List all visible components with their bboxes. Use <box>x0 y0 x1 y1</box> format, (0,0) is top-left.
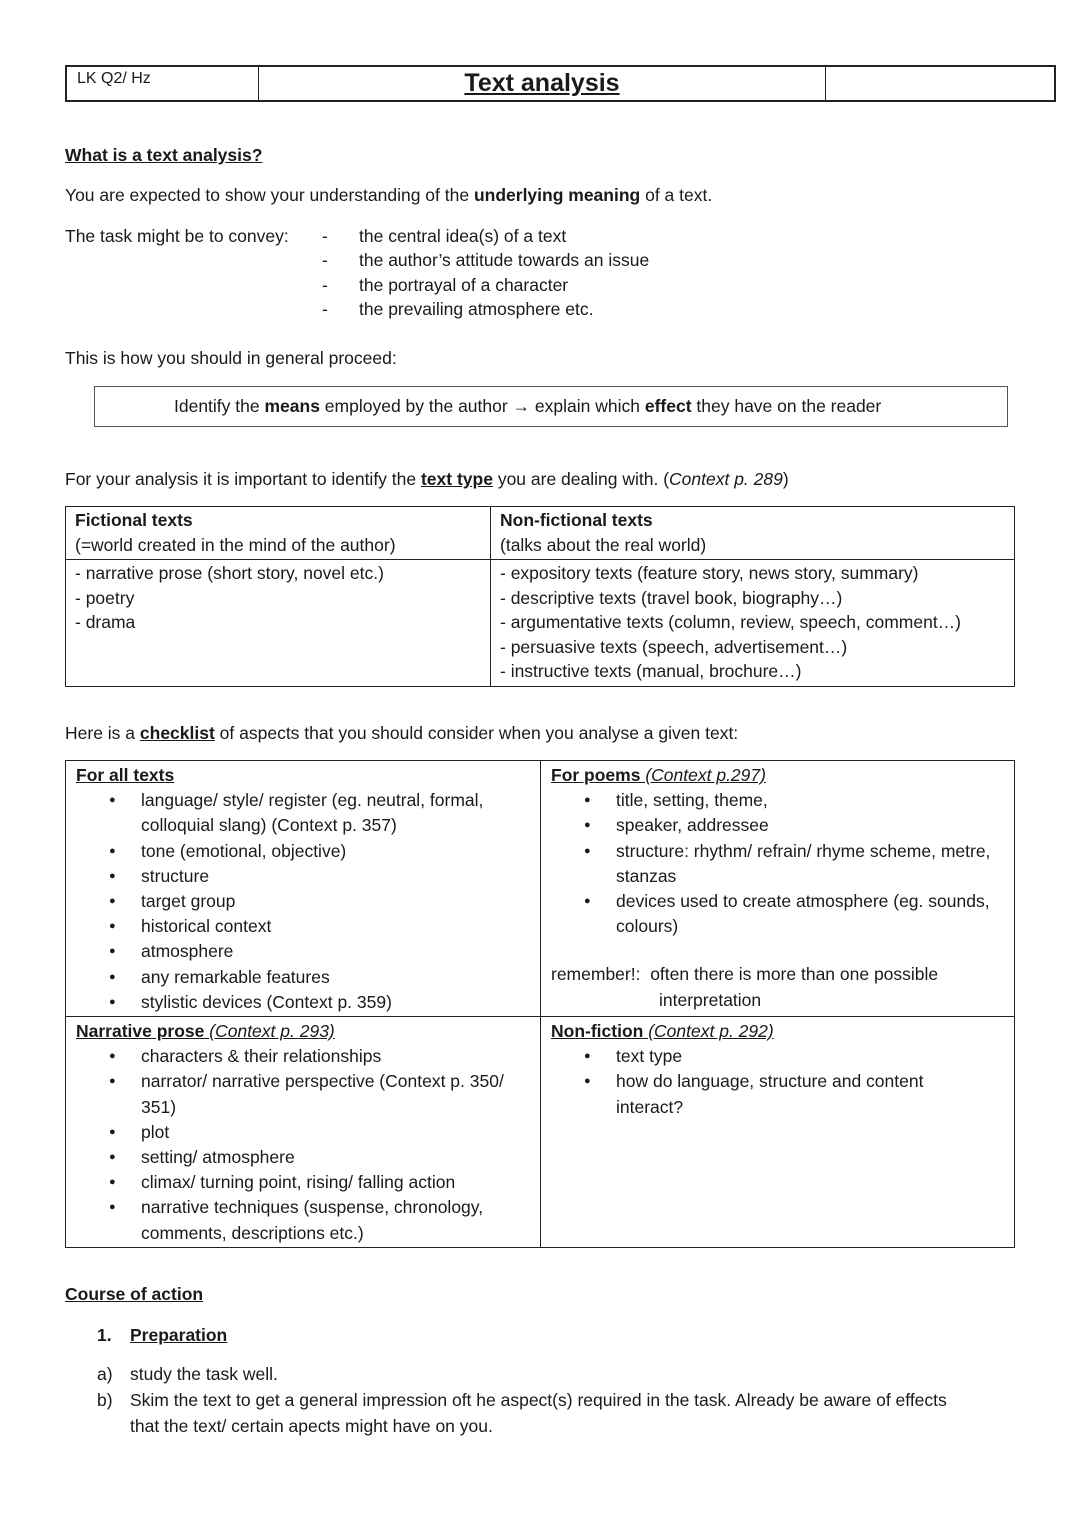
nonfiction-check-heading-text: Non-fiction <box>551 1021 644 1042</box>
remember-note <box>551 962 1004 987</box>
box-pre: Identify the <box>174 396 265 416</box>
list-item: - instructive texts (manual, brochure…) <box>500 661 802 681</box>
proceed-line: This is how you should in general proceed: <box>65 348 397 368</box>
list-item: ● language/ style/ register (eg. neutral, formal, colloquial slang) (Context p. 357) <box>76 788 530 838</box>
box-effect: effect <box>644 396 692 416</box>
item-a-text: study the task well. <box>130 1364 278 1384</box>
list-item: ● characters & their relationships <box>76 1044 530 1069</box>
all-texts-cell <box>66 761 541 1017</box>
checklist-link: checklist <box>139 723 215 743</box>
header-empty-cell <box>826 67 1054 100</box>
step-label: Preparation <box>130 1325 228 1345</box>
fictional-header-cell <box>66 507 491 560</box>
intro-line-bold: underlying meaning <box>473 185 641 205</box>
list-item: ● title, setting, theme, <box>551 788 1004 813</box>
course-code: LK Q2/ Hz <box>67 67 259 100</box>
item-b-text-2: that the text/ certain apects might have on you. <box>130 1416 493 1436</box>
list-item: ● target group <box>76 889 530 914</box>
dash: - <box>322 250 328 270</box>
box-means: means <box>264 396 320 416</box>
checklist-post: of aspects that you should consider when you analyse a given text: <box>214 723 739 743</box>
task-item: the prevailing atmosphere etc. <box>359 299 594 319</box>
dash: - <box>322 275 328 295</box>
texttype-line <box>65 469 789 490</box>
narrative-heading-text: Narrative prose <box>76 1021 205 1042</box>
nonfiction-sub: (talks about the real world) <box>500 534 707 555</box>
narrative-cell <box>66 1017 541 1248</box>
list-item: ● atmosphere <box>76 939 530 964</box>
remember-text: often there is more than one possible <box>650 964 939 985</box>
course-heading: Course of action <box>65 1284 204 1304</box>
intro-heading: What is a text analysis? <box>65 145 263 165</box>
list-item: ● structure: rhythm/ refrain/ rhyme scheme, metre, stanzas <box>551 839 1004 889</box>
list-item: ● text type <box>551 1044 1004 1069</box>
list-item: ● setting/ atmosphere <box>76 1145 530 1170</box>
item-b-label: b) <box>97 1390 113 1410</box>
fictional-sub: (=world created in the mind of the author) <box>75 534 396 555</box>
nonfiction-check-ref: (Context p. 292) <box>643 1021 774 1042</box>
list-item: - narrative prose (short story, novel etc.) <box>75 563 384 583</box>
nonfiction-items-cell <box>491 560 1015 687</box>
box-post: they have on the reader <box>691 396 882 416</box>
method-box <box>94 386 1008 427</box>
remember-text-2: interpretation <box>659 989 762 1010</box>
nonfiction-heading: Non-fictional texts <box>500 510 653 530</box>
poems-heading-text: For poems <box>551 765 641 785</box>
narrative-heading <box>76 1019 530 1044</box>
checklist-pre: Here is a <box>65 723 140 743</box>
list-item: - descriptive texts (travel book, biography…) <box>500 587 843 608</box>
poems-list <box>551 788 1004 939</box>
task-item: the author’s attitude towards an issue <box>359 250 650 270</box>
nonfiction-check-heading <box>551 1019 1004 1044</box>
list-item: - persuasive texts (speech, advertisement…) <box>500 636 848 657</box>
texttype-link: text type <box>420 469 493 489</box>
list-item: ● structure <box>76 864 530 889</box>
remember-label: remember!: <box>551 964 641 985</box>
list-item: - expository texts (feature story, news story, summary) <box>500 563 919 583</box>
task-item: the portrayal of a character <box>359 275 569 295</box>
list-item: - drama <box>75 612 136 632</box>
dash: - <box>322 299 328 319</box>
list-item: ● how do language, structure and content interact? <box>551 1069 1004 1119</box>
texttype-mid: you are dealing with. ( <box>492 469 670 489</box>
poems-ref: (Context p.297) <box>640 765 766 785</box>
page-title: Text analysis <box>259 67 826 100</box>
intro-line <box>65 185 712 206</box>
list-item: ● historical context <box>76 914 530 939</box>
list-item: ● speaker, addressee <box>551 813 1004 838</box>
all-texts-list <box>76 788 530 1015</box>
poems-heading <box>551 763 1004 788</box>
all-texts-heading: For all texts <box>76 765 175 785</box>
list-item: ● climax/ turning point, rising/ falling action <box>76 1170 530 1195</box>
box-mid: employed by the author → explain which <box>319 396 645 416</box>
task-label: The task might be to convey: <box>65 226 289 246</box>
dash: - <box>322 226 328 246</box>
checklist-line <box>65 723 738 744</box>
list-item: - poetry <box>75 587 135 608</box>
item-b-text-1: Skim the text to get a general impression oft he aspect(s) required in the task. Already be aware of effects <box>130 1390 947 1410</box>
nonfiction-header-cell <box>491 507 1015 560</box>
header-table <box>65 65 1056 102</box>
item-a-label: a) <box>97 1364 113 1384</box>
texttype-ref: Context p. 289 <box>669 469 783 489</box>
list-item: ● tone (emotional, objective) <box>76 839 530 864</box>
list-item: - argumentative texts (column, review, speech, comment…) <box>500 612 962 632</box>
list-item: ● narrative techniques (suspense, chronology, comments, descriptions etc.) <box>76 1195 530 1245</box>
texttype-pre: For your analysis it is important to identify the <box>65 469 421 489</box>
list-item: ● narrator/ narrative perspective (Context p. 350/ 351) <box>76 1069 530 1119</box>
texttype-post: ) <box>782 469 789 489</box>
list-item: ● stylistic devices (Context p. 359) <box>76 990 530 1015</box>
narrative-ref: (Context p. 293) <box>204 1021 335 1042</box>
list-item: ● plot <box>76 1120 530 1145</box>
step-number: 1. <box>97 1325 112 1345</box>
task-item: the central idea(s) of a text <box>359 226 567 246</box>
nonfiction-check-list <box>551 1044 1004 1120</box>
list-item: ● any remarkable features <box>76 965 530 990</box>
fictional-heading: Fictional texts <box>75 510 193 530</box>
narrative-list <box>76 1044 530 1246</box>
intro-line-pre: You are expected to show your understanding of the <box>65 185 474 205</box>
nonfiction-check-cell <box>541 1017 1015 1248</box>
checklist-table <box>65 760 1015 1248</box>
text-types-table <box>65 506 1015 687</box>
intro-line-post: of a text. <box>640 185 713 205</box>
poems-cell <box>541 761 1015 1017</box>
list-item: ● devices used to create atmosphere (eg. sounds, colours) <box>551 889 1004 939</box>
fictional-items-cell <box>66 560 491 687</box>
